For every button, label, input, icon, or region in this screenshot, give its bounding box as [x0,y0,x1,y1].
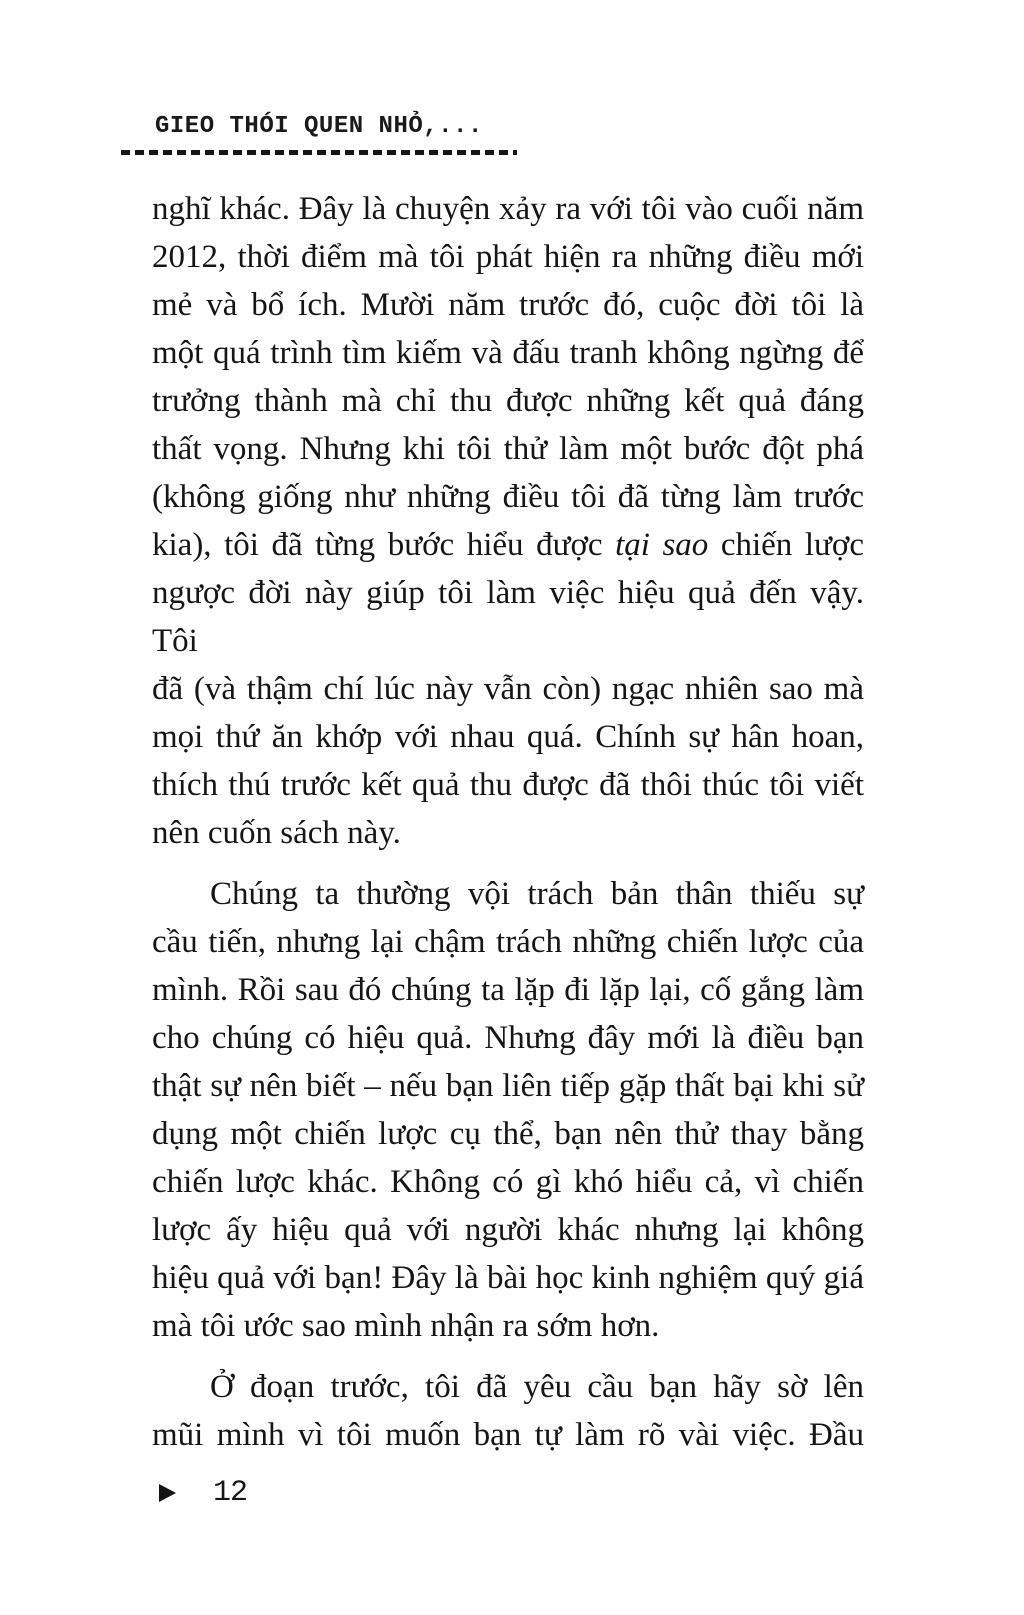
text-line: mẻ và bổ ích. Mười năm trước đó, cuộc đời tôi là [152,287,864,323]
text-line: cầu tiến, nhưng lại chậm trách những chiến lược của [152,924,864,960]
text-line: mọi thứ ăn khớp với nhau quá. Chính sự hân hoan, [152,719,864,755]
text-line: đã (và thậm chí lúc này vẫn còn) ngạc nhiên sao mà [152,671,864,707]
running-header-title: GIEO THÓI QUEN NHỎ,... [155,113,483,140]
text-line: chiến lược khác. Không có gì khó hiểu cả, vì chiến [152,1164,864,1200]
text-line: cho chúng có hiệu quả. Nhưng đây mới là điều bạn [152,1020,864,1056]
header-dashed-rule [121,150,517,155]
italic-text-segment: tại sao [615,527,709,563]
text-line: dụng một chiến lược cụ thể, bạn nên thử thay bằng [152,1116,864,1152]
text-line: Ở đoạn trước, tôi đã yêu cầu bạn hãy sờ lên [210,1369,864,1405]
page-footer [159,1477,247,1509]
text-line: nên cuốn sách này. [152,815,401,851]
text-line: (không giống như những điều tôi đã từng làm trước [152,479,864,515]
text-line [152,521,864,569]
paragraph [152,870,864,1350]
text-line: ngược đời này giúp tôi làm việc hiệu quả đến vậy. Tôi [152,575,864,659]
text-line: thích thú trước kết quả thu được đã thôi thúc tôi viết [152,767,864,803]
paragraph [152,185,864,857]
page-body-text [152,185,864,1459]
text-line: lược ấy hiệu quả với người khác nhưng lại không [152,1212,864,1248]
text-line: Chúng ta thường vội trách bản thân thiếu sự [210,876,864,912]
text-line: một quá trình tìm kiếm và đấu tranh không ngừng để [152,335,864,371]
right-triangle-icon [159,1484,176,1502]
text-line: hiệu quả với bạn! Đây là bài học kinh nghiệm quý giá [152,1260,864,1296]
text-segment: chiến lược [708,527,864,563]
text-line: thất vọng. Nhưng khi tôi thử làm một bước đột phá [152,431,864,467]
paragraph [152,1363,864,1459]
text-line: nghĩ khác. Đây là chuyện xảy ra với tôi vào cuối năm [152,191,864,227]
text-line: 2012, thời điểm mà tôi phát hiện ra những điều mới [152,239,864,275]
text-segment: kia), tôi đã từng bước hiểu được [152,527,616,563]
page-number: 12 [213,1476,248,1510]
text-line: thật sự nên biết – nếu bạn liên tiếp gặp thất bại khi sử [152,1068,864,1104]
text-line: trưởng thành mà chỉ thu được những kết quả đáng [152,383,864,419]
text-line: mà tôi ước sao mình nhận ra sớm hơn. [152,1308,660,1344]
text-line: mũi mình vì tôi muốn bạn tự làm rõ vài việc. Đầu [152,1417,864,1453]
text-line: mình. Rồi sau đó chúng ta lặp đi lặp lại, cố gắng làm [152,972,864,1008]
